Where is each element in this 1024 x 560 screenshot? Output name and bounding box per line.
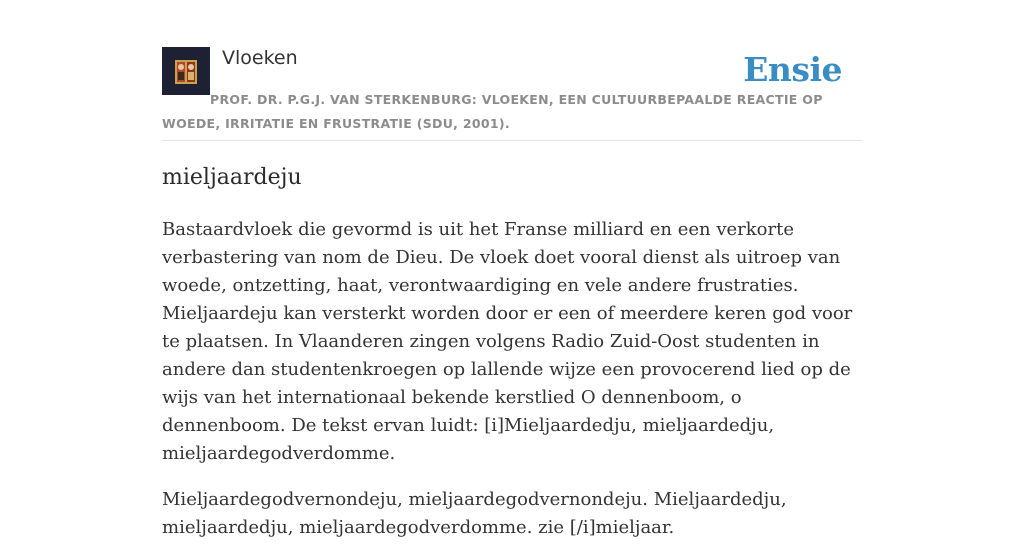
brand-logo[interactable]: Ensie	[743, 50, 842, 89]
source-citation: PROF. DR. P.G.J. VAN STERKENBURG: VLOEKEN, EEN CULTUURBEPAALDE REACTIE OP WOEDE, IRRITATIE EN FRUSTRATIE (SDU, 2001).	[162, 92, 823, 131]
definition-paragraph: Mieljaardegodvernondeju, mieljaardegodvernondeju. Mieljaardedju, mieljaardedju, mieljaardegodverdomme. zie [/i]mieljaar.	[162, 489, 787, 538]
book-title[interactable]: Vloeken	[222, 47, 298, 69]
book-header	[162, 45, 862, 141]
definition-paragraph: Bastaardvloek die gevormd is uit het Franse milliard en een verkorte verbastering van nom de Dieu. De vloek doet vooral dienst als uitroep van woede, ontzetting, haat, verontwaardiging en vele andere frustraties. Mieljaardeju kan versterkt worden door er een of meerdere keren god voor te plaatsen. In Vlaanderen zingen volgens Radio Zuid-Oost studenten in andere dan studentenkroegen op lallende wijze een provocerend lied op de wijs van het internationaal bekende kerstlied O dennenboom, o dennenboom. De tekst ervan luidt: [i]Mieljaardedju, mieljaardedju, mieljaardegodverdomme.	[162, 219, 853, 464]
entry-definition	[162, 216, 867, 560]
entry-term: mieljaardeju	[162, 165, 302, 190]
